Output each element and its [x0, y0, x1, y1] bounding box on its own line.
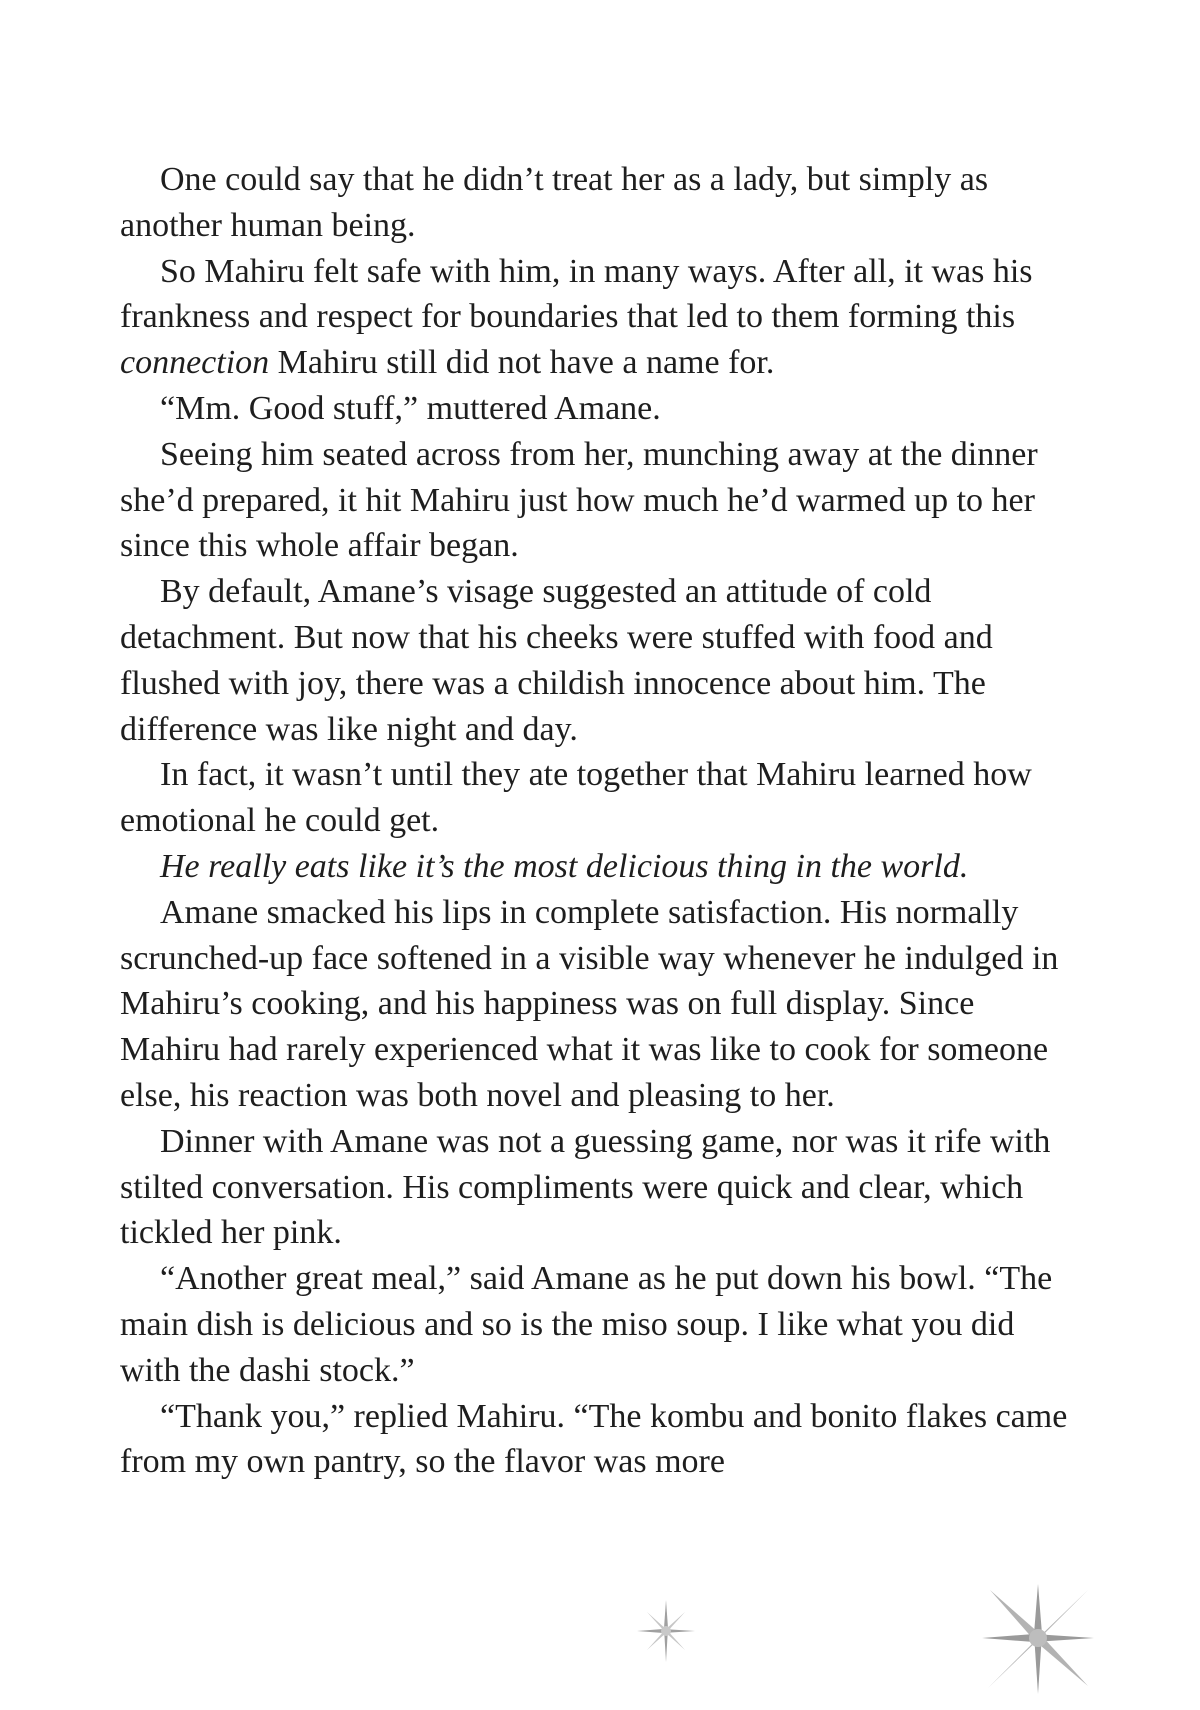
paragraph-11	[120, 1394, 1080, 1486]
paragraph-5	[120, 569, 1080, 752]
paragraph-text: “Thank you,” replied Mahiru. “The kombu and bonito flakes came from my own pantry, so the flavor was more	[120, 1397, 1068, 1481]
paragraph-8	[120, 890, 1080, 1119]
paragraph-text-tail: Mahiru still did not have a name for.	[269, 344, 775, 382]
paragraph-6	[120, 752, 1080, 844]
paragraph-text: By default, Amane’s visage suggested an attitude of cold detachment. But now that his cheeks were stuffed with food and flushed with joy, there was a childish innocence about him. The difference was like night and day.	[120, 573, 993, 748]
italic-emphasis: connection	[120, 344, 270, 382]
paragraph-2	[120, 249, 1080, 386]
paragraph-text: He really eats like it’s the most delicious thing in the world.	[160, 847, 969, 885]
paragraph-text: In fact, it wasn’t until they ate together that Mahiru learned how emotional he could get.	[120, 756, 1032, 840]
paragraph-text: Amane smacked his lips in complete satisfaction. His normally scrunched-up face softened in a visible way whenever he indulged in Mahiru’s cooking, and his happiness was on full display. Since Mahiru had rarely experienced what it was like to cook for someone else, his reaction was both novel and pleasing to her.	[120, 893, 1059, 1114]
paragraph-text: “Another great meal,” said Amane as he put down his bowl. “The main dish is delicious and so is the miso soup. I like what you did with the dashi stock.”	[120, 1260, 1053, 1389]
paragraph-9	[120, 1119, 1080, 1256]
sparkle-large-icon	[978, 1578, 1098, 1698]
sparkle-small-icon	[633, 1598, 699, 1664]
paragraph-text: So Mahiru felt safe with him, in many ways. After all, it was his frankness and respect for boundaries that led to them forming this	[120, 252, 1033, 336]
paragraph-4	[120, 432, 1080, 569]
paragraph-text: Dinner with Amane was not a guessing game, nor was it rife with stilted conversation. His compliments were quick and clear, which tickled her pink.	[120, 1122, 1051, 1252]
paragraph-10	[120, 1256, 1080, 1393]
paragraph-text: One could say that he didn’t treat her as a lady, but simply as another human being.	[120, 161, 989, 244]
paragraph-text: Seeing him seated across from her, munching away at the dinner she’d prepared, it hit Mahiru just how much he’d warmed up to her since this whole affair began.	[120, 435, 1038, 565]
paragraph-3	[120, 386, 1080, 432]
paragraph-1	[120, 157, 1080, 249]
paragraph-text: “Mm. Good stuff,” muttered Amane.	[160, 389, 661, 427]
body-text	[120, 157, 1080, 1485]
paragraph-7-italic-thought	[120, 844, 1080, 890]
